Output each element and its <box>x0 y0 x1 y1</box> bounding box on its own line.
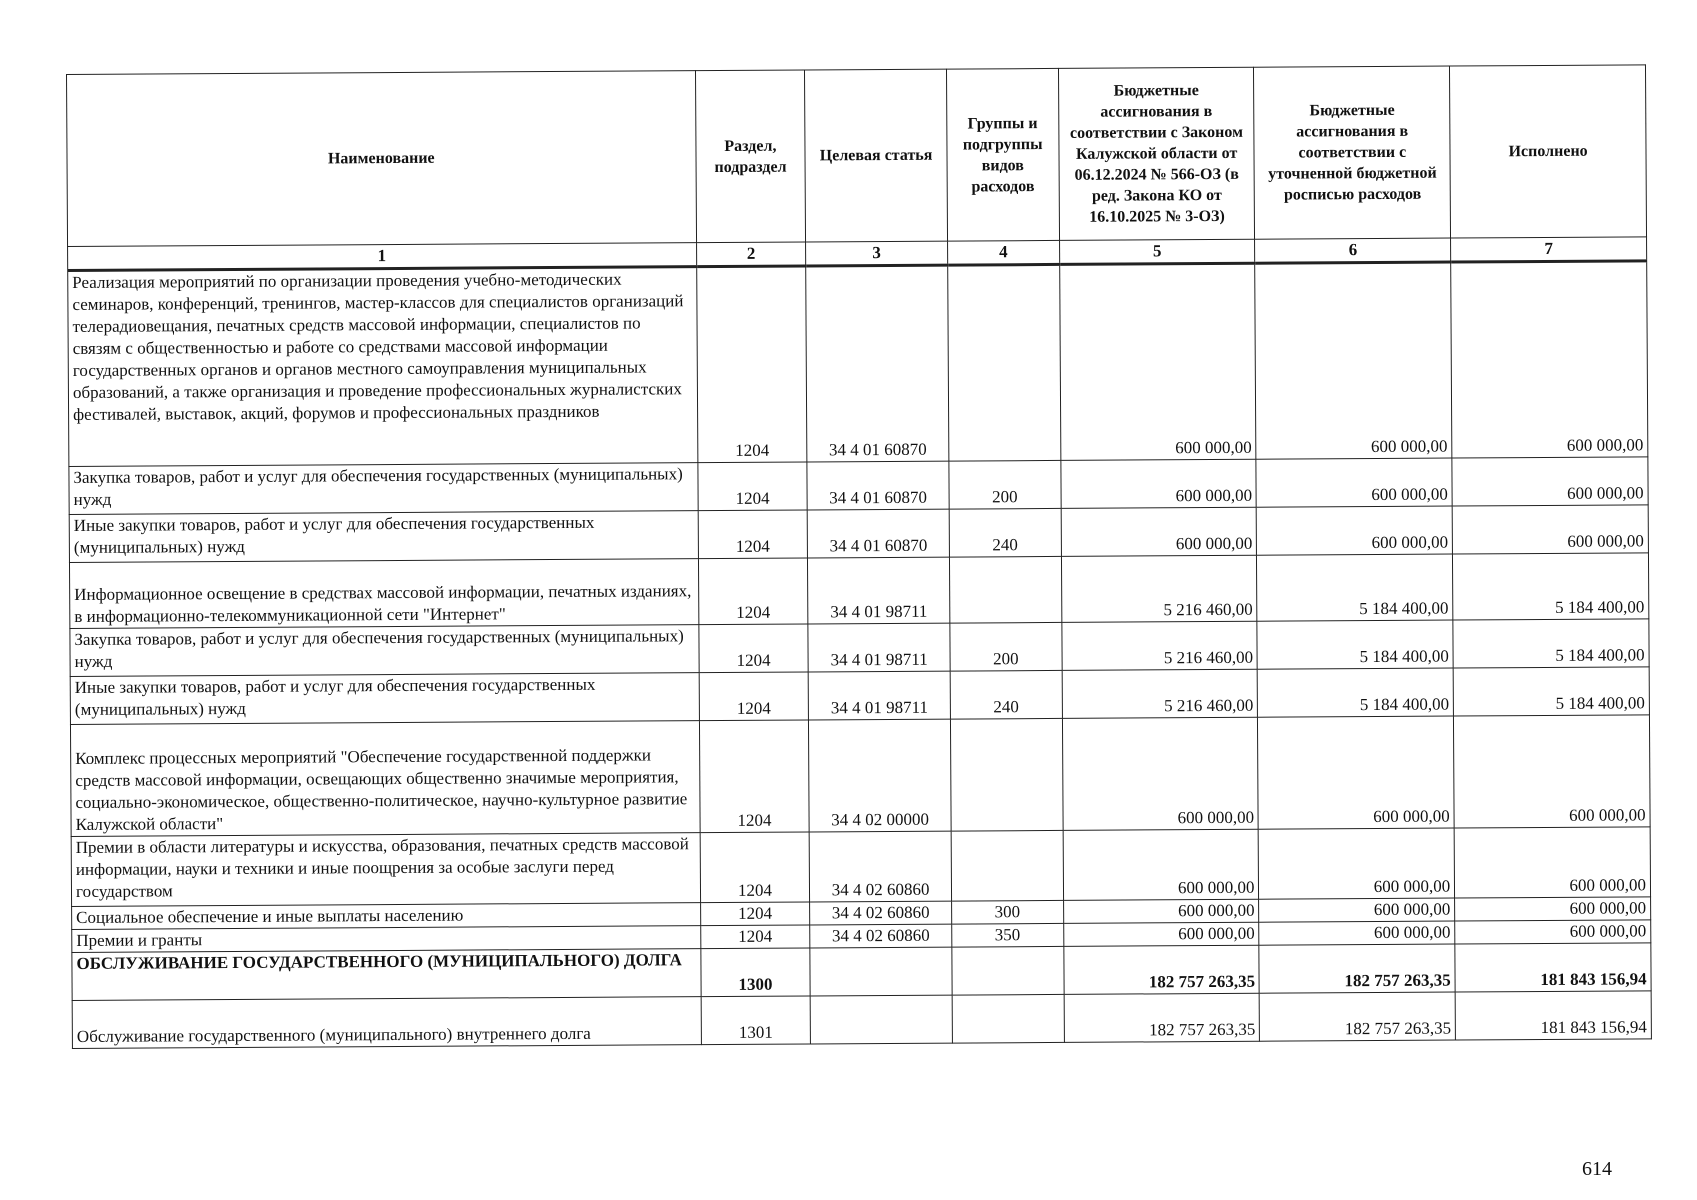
row-name: Социальное обеспечение и иные выплаты населению <box>72 903 701 930</box>
row-target: 34 4 01 60870 <box>807 461 949 510</box>
header-target: Целевая статья <box>805 69 947 242</box>
row-refined: 600 000,00 <box>1259 898 1455 922</box>
row-executed: 600 000,00 <box>1454 715 1650 828</box>
budget-table <box>66 64 1652 1049</box>
row-executed: 600 000,00 <box>1452 457 1648 506</box>
row-group: 200 <box>950 622 1062 671</box>
header-refined: Бюджетные ассигнования в соответствии с уточненной бюджетной росписью расходов <box>1254 66 1451 239</box>
header-law: Бюджетные ассигнования в соответствии с Законом Калужской области от 06.12.2024 № 566-ОЗ (в ред. Закона КО от 16.10.2025 № 3-ОЗ) <box>1058 67 1255 240</box>
table-row <box>68 261 1648 467</box>
row-section: 1204 <box>698 510 808 559</box>
row-target <box>811 995 953 1044</box>
row-refined: 5 184 400,00 <box>1257 554 1453 621</box>
row-group <box>947 264 1060 461</box>
row-executed: 600 000,00 <box>1452 505 1648 554</box>
row-refined: 600 000,00 <box>1256 458 1452 507</box>
header-section: Раздел, подраздел <box>695 70 806 243</box>
col-number: 4 <box>947 240 1059 265</box>
row-refined: 182 757 263,35 <box>1260 992 1456 1041</box>
row-group: 200 <box>949 460 1061 509</box>
row-group: 240 <box>949 508 1061 557</box>
row-refined: 5 184 400,00 <box>1257 620 1453 669</box>
row-executed: 600 000,00 <box>1455 920 1651 944</box>
row-executed: 5 184 400,00 <box>1453 619 1649 668</box>
row-section: 1204 <box>697 462 807 511</box>
row-law: 600 000,00 <box>1061 507 1257 556</box>
row-section: 1301 <box>701 996 811 1045</box>
row-section: 1204 <box>699 672 809 721</box>
row-name: Закупка товаров, работ и услуг для обеспечения государственных (муниципальных) нужд <box>70 625 699 677</box>
row-refined: 600 000,00 <box>1255 262 1452 459</box>
row-group <box>950 718 1063 831</box>
table-row <box>72 991 1651 1049</box>
page-number: 614 <box>1582 1158 1612 1180</box>
row-name: Реализация мероприятий по организации проведения учебно-методических семинаров, конференций, тренингов, мастер-классов для специалистов организаций телерадиовещания, печатных средств массовой информации, специалистов по связям с общественностью и работе со средствами массовой информации государственных органов и органов местного самоуправления муниципальных образований, а также организация и проведение профессиональных журналистских фестивалей, выставок, акций, форумов и профессиональных праздников <box>68 267 698 467</box>
header-groups: Группы и подгруппы видов расходов <box>946 68 1059 241</box>
row-section: 1300 <box>700 948 810 997</box>
row-group: 300 <box>951 900 1063 924</box>
document-sheet <box>66 64 1652 1049</box>
row-law: 5 216 460,00 <box>1062 621 1258 670</box>
row-target: 34 4 02 00000 <box>809 719 951 832</box>
col-number: 3 <box>806 241 948 266</box>
col-number: 5 <box>1059 239 1255 264</box>
header-executed: Исполнено <box>1450 65 1647 238</box>
col-number: 6 <box>1255 238 1451 263</box>
row-executed: 5 184 400,00 <box>1453 553 1649 620</box>
row-refined: 182 757 263,35 <box>1259 944 1455 993</box>
header-row <box>67 65 1647 247</box>
row-refined: 600 000,00 <box>1257 506 1453 555</box>
col-number: 7 <box>1451 237 1647 262</box>
row-section: 1204 <box>699 720 810 833</box>
header-name: Наименование <box>67 71 697 247</box>
table-row <box>69 553 1648 629</box>
row-executed: 600 000,00 <box>1451 261 1648 458</box>
row-law: 600 000,00 <box>1062 717 1258 830</box>
row-group <box>952 946 1064 995</box>
row-target: 34 4 01 98711 <box>808 557 950 624</box>
row-name: Комплекс процессных мероприятий "Обеспечение государственной поддержки средств массовой информации, освещающих общественно значимые мероприятия, социально-экономическое, общественно-политическое, научно-культурное развитие Калужской области" <box>70 721 699 837</box>
row-law: 600 000,00 <box>1063 829 1259 900</box>
row-law: 182 757 263,35 <box>1064 945 1260 994</box>
table-row <box>71 827 1650 907</box>
row-group <box>949 556 1061 623</box>
row-target: 34 4 01 60870 <box>806 265 949 462</box>
row-name: ОБСЛУЖИВАНИЕ ГОСУДАРСТВЕННОГО (МУНИЦИПАЛЬНОГО) ДОЛГА <box>72 949 701 1001</box>
row-law: 182 757 263,35 <box>1064 993 1260 1042</box>
row-section: 1204 <box>698 624 808 673</box>
row-group <box>952 994 1064 1043</box>
row-law: 600 000,00 <box>1059 263 1256 460</box>
row-name: Информационное освещение в средствах массовой информации, печатных изданиях, в информационно-телекоммуникационной сети "Интернет" <box>69 559 698 629</box>
row-executed: 600 000,00 <box>1454 827 1650 898</box>
row-name: Иные закупки товаров, работ и услуг для обеспечения государственных (муниципальных) нужд <box>69 511 698 563</box>
row-name: Обслуживание государственного (муниципального) внутреннего долга <box>72 997 701 1049</box>
row-target: 34 4 02 60860 <box>810 831 952 902</box>
row-target: 34 4 02 60860 <box>810 901 951 925</box>
row-refined: 600 000,00 <box>1259 828 1455 899</box>
row-refined: 600 000,00 <box>1258 716 1454 829</box>
row-law: 5 216 460,00 <box>1062 669 1258 718</box>
row-target: 34 4 01 98711 <box>809 671 951 720</box>
row-law: 600 000,00 <box>1063 899 1259 923</box>
row-law: 600 000,00 <box>1061 459 1257 508</box>
row-target: 34 4 01 60870 <box>808 509 950 558</box>
row-name: Премии в области литературы и искусства, образования, печатных средств массовой информации, науки и техники и иные поощрения за особые заслуги перед государством <box>71 833 700 907</box>
row-target: 34 4 01 98711 <box>808 623 950 672</box>
row-refined: 5 184 400,00 <box>1258 668 1454 717</box>
row-name: Иные закупки товаров, работ и услуг для обеспечения государственных (муниципальных) нужд <box>70 673 699 725</box>
row-executed: 181 843 156,94 <box>1455 991 1651 1040</box>
row-section: 1204 <box>700 902 810 926</box>
row-group: 350 <box>951 923 1063 947</box>
row-name: Закупка товаров, работ и услуг для обеспечения государственных (муниципальных) нужд <box>69 463 698 515</box>
row-section: 1204 <box>698 558 808 625</box>
row-name: Премии и гранты <box>72 926 701 953</box>
row-section: 1204 <box>700 832 810 903</box>
row-group <box>951 830 1063 901</box>
row-law: 600 000,00 <box>1063 922 1259 946</box>
row-target: 34 4 02 60860 <box>810 924 951 948</box>
row-refined: 600 000,00 <box>1259 921 1455 945</box>
row-law: 5 216 460,00 <box>1061 555 1257 622</box>
col-number: 2 <box>696 242 806 267</box>
table-row <box>70 715 1650 837</box>
row-target <box>810 947 952 996</box>
row-executed: 181 843 156,94 <box>1455 943 1651 992</box>
row-executed: 5 184 400,00 <box>1453 667 1649 716</box>
row-executed: 600 000,00 <box>1455 897 1651 921</box>
col-number: 1 <box>68 243 697 271</box>
row-section: 1204 <box>696 266 807 463</box>
row-group: 240 <box>950 670 1062 719</box>
row-section: 1204 <box>700 925 810 949</box>
